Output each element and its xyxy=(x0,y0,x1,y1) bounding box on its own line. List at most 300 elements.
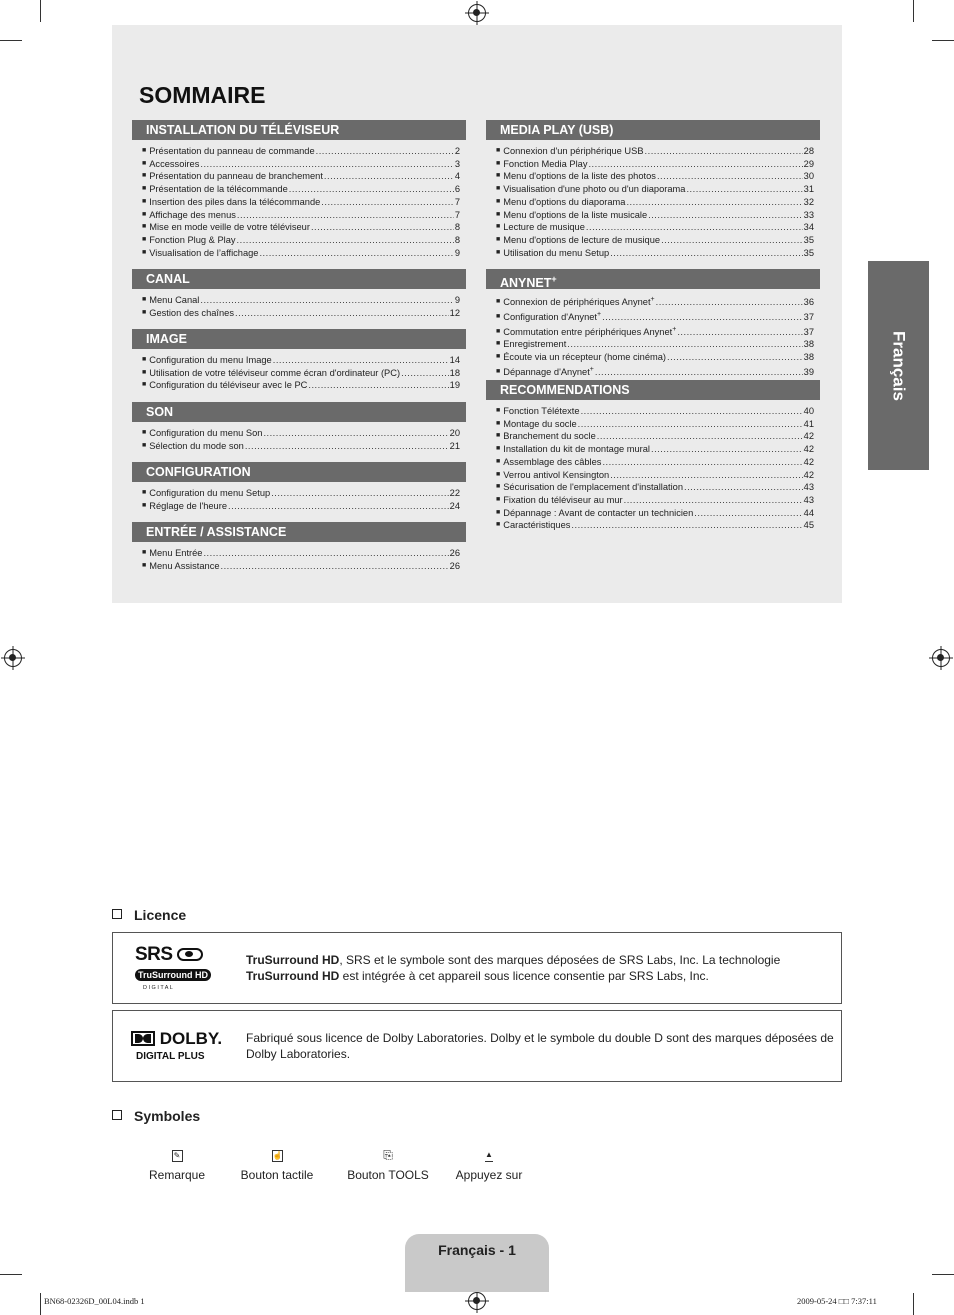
square-bullet-icon: ■ xyxy=(142,159,147,167)
dot-leader xyxy=(259,247,453,260)
toc-entry-label xyxy=(503,364,594,379)
toc-entry-sup: + xyxy=(650,296,655,303)
toc-section-heading-text: RECOMMENDATIONS xyxy=(500,383,630,397)
toc-entry-label xyxy=(149,196,320,209)
toc-entry-label xyxy=(503,519,570,532)
toc-entry-label-text: Utilisation de votre téléviseur comme écran d'ordinateur (PC) xyxy=(149,367,401,378)
dot-leader xyxy=(610,247,802,260)
dot-leader xyxy=(651,443,803,456)
toc-entry-label-text: Menu d'options de la liste des photos xyxy=(503,171,656,182)
toc-entry-label xyxy=(503,507,693,520)
toc-entry-label-text: Présentation de la télécommande xyxy=(149,184,288,195)
toc-entry-label xyxy=(503,145,643,158)
toc-entry-sup: + xyxy=(589,365,594,373)
toc-entry-label xyxy=(149,367,400,380)
square-bullet-icon: ■ xyxy=(496,172,501,180)
square-bullet-icon: ■ xyxy=(142,489,147,496)
dolby-licence-box xyxy=(112,1010,842,1082)
toc-section-heading xyxy=(132,269,466,289)
toc-entry-label-text: Fixation du téléviseur au mur xyxy=(503,494,623,505)
square-bullet-icon: ■ xyxy=(496,235,501,243)
toc-entry xyxy=(496,418,814,431)
symbol-touch-button xyxy=(227,1150,327,1182)
toc-entry-label-text: Réglage de l'heure xyxy=(149,500,227,511)
toc-entry-label-text: Affichage des menus xyxy=(149,209,236,220)
toc-entry-label-text: Caractéristiques xyxy=(503,520,571,531)
dot-leader xyxy=(602,311,803,324)
toc-entry-label-text: Menu d'options de la liste musicale xyxy=(503,209,648,220)
toc-entry-page: 41 xyxy=(803,418,814,429)
toc-entry xyxy=(142,247,460,260)
square-bullet-icon: ■ xyxy=(496,495,501,503)
checkbox-bullet-icon xyxy=(112,909,122,919)
toc-entry-page: 33 xyxy=(803,209,814,220)
toc-entry xyxy=(496,294,814,309)
dot-leader xyxy=(684,481,803,494)
toc-entry-label xyxy=(503,456,601,469)
toc-entry xyxy=(496,494,814,507)
toc-entry-label-text: Dépannage d'Anynet xyxy=(503,366,590,377)
toc-entry xyxy=(142,500,460,513)
square-bullet-icon: ■ xyxy=(142,441,147,449)
page-title: SOMMAIRE xyxy=(139,82,266,108)
toc-entry-label xyxy=(149,560,219,573)
touch-button-icon: ☝ xyxy=(272,1151,283,1160)
toc-entry-label xyxy=(149,307,234,320)
tools-icon: ⎘ xyxy=(383,1148,393,1162)
toc-section-heading-sup: + xyxy=(551,274,557,284)
registration-mark-left xyxy=(4,649,22,667)
dot-leader xyxy=(401,367,449,380)
toc-entry xyxy=(142,560,460,573)
toc-entry-page: 39 xyxy=(803,366,814,377)
dot-leader xyxy=(324,170,454,183)
square-bullet-icon: ■ xyxy=(496,312,501,320)
print-slug-file: BN68-02326D_00L04.indb 1 xyxy=(44,1296,145,1306)
toc-entry-page: 42 xyxy=(803,469,814,480)
toc-entry-label-text: Menu Assistance xyxy=(149,560,220,571)
toc-entry-label-text: Commutation entre périphériques Anynet xyxy=(503,326,673,337)
toc-entry-label-text: Montage du socle xyxy=(503,418,577,429)
dot-leader xyxy=(308,379,448,392)
toc-entry-label xyxy=(503,183,685,196)
toc-entry-label-text: Visualisation de l’affichage xyxy=(149,247,259,258)
toc-entry-label xyxy=(149,354,272,367)
srs-logo-digital: D I G I T A L xyxy=(143,985,173,991)
toc-entry-sup: + xyxy=(597,310,602,318)
toc-entry-label xyxy=(149,221,310,234)
toc-entry-label-text: Configuration d'Anynet xyxy=(503,311,598,322)
toc-entry-page: 44 xyxy=(803,507,814,518)
dolby-licence-text: Fabriqué sous licence de Dolby Laboratories. Dolby et le symbole du double D sont des marques déposées de Dolby Laboratories. xyxy=(246,1031,834,1061)
registration-mark-top xyxy=(468,4,486,22)
square-bullet-icon: ■ xyxy=(142,368,147,376)
dot-leader xyxy=(571,519,802,532)
toc-section xyxy=(486,380,820,532)
toc-entry xyxy=(496,469,814,482)
toc-entry-label xyxy=(149,547,202,560)
toc-entry xyxy=(142,145,460,158)
toc-section-heading xyxy=(486,269,820,289)
dot-leader xyxy=(588,158,802,171)
square-bullet-icon: ■ xyxy=(142,172,147,180)
toc-entry xyxy=(496,309,814,324)
print-slug-date: 2009-05-24 □□ 7:37:11 xyxy=(797,1296,877,1306)
dot-leader xyxy=(645,145,803,158)
toc-entry-label-text: Configuration du téléviseur avec le PC xyxy=(149,380,308,391)
square-bullet-icon: ■ xyxy=(496,367,501,375)
toc-entry-page: 42 xyxy=(803,456,814,467)
square-bullet-icon: ■ xyxy=(496,445,501,453)
symbol-touch-button-label: Bouton tactile xyxy=(240,1168,314,1182)
square-bullet-icon: ■ xyxy=(142,185,147,193)
toc-entry xyxy=(496,338,814,351)
toc-entry-page: 26 xyxy=(449,560,460,571)
toc-entry-page: 4 xyxy=(454,171,460,182)
dot-leader xyxy=(203,547,448,560)
dot-leader xyxy=(321,196,454,209)
toc-entry-label-text: Menu Canal xyxy=(149,295,200,305)
toc-entry-page: 30 xyxy=(803,171,814,182)
toc-entry-label xyxy=(503,221,585,234)
toc-entry-label-text: Installation du kit de montage mural xyxy=(503,444,651,455)
toc-entry-page: 38 xyxy=(803,339,814,350)
toc-entry-page: 36 xyxy=(803,297,814,308)
square-bullet-icon: ■ xyxy=(142,549,147,556)
square-bullet-icon: ■ xyxy=(496,407,501,414)
toc-entry-label-text: Lecture de musique xyxy=(503,222,585,233)
toc-entry-label xyxy=(149,183,288,196)
toc-entry-page: 9 xyxy=(454,295,460,305)
dot-leader xyxy=(657,170,803,183)
toc-section xyxy=(132,120,466,259)
toc-entry-label xyxy=(503,418,576,431)
toc-entry-label xyxy=(503,209,647,222)
square-bullet-icon: ■ xyxy=(142,501,147,509)
language-tab-label: Français xyxy=(889,330,909,401)
toc-section-heading xyxy=(132,402,466,422)
toc-entry-page: 21 xyxy=(449,440,460,451)
toc-entry-label-text: Sélection du mode son xyxy=(149,440,244,451)
toc-entry-label-text: Menu d'options du diaporama xyxy=(503,196,626,207)
dot-leader xyxy=(667,351,803,364)
toc-entry xyxy=(142,487,460,500)
toc-entry-label xyxy=(149,145,314,158)
toc-entry xyxy=(142,354,460,367)
toc-entry xyxy=(496,221,814,234)
square-bullet-icon: ■ xyxy=(496,327,501,335)
square-bullet-icon: ■ xyxy=(142,235,147,243)
srs-bold-1: TruSurround HD xyxy=(246,953,340,967)
toc-entry xyxy=(496,351,814,364)
press-icon: ▲ xyxy=(485,1150,493,1162)
dot-leader xyxy=(273,354,449,367)
dot-leader xyxy=(597,430,803,443)
toc-section xyxy=(132,269,466,319)
toc-entry-page: 34 xyxy=(803,222,814,233)
dot-leader xyxy=(221,560,449,573)
toc-entry xyxy=(496,456,814,469)
toc-entry-label xyxy=(503,170,656,183)
toc-entry xyxy=(142,209,460,222)
dot-leader xyxy=(661,234,803,247)
toc-entry xyxy=(142,234,460,247)
symbol-note-label: Remarque xyxy=(148,1168,206,1182)
dot-leader xyxy=(200,294,453,307)
dolby-logo-text: DOLBY. xyxy=(159,1029,223,1048)
symbol-press-label: Appuyez sur xyxy=(455,1168,523,1182)
symbols-heading xyxy=(112,1108,200,1124)
dot-leader xyxy=(586,221,803,234)
dot-leader xyxy=(271,487,448,500)
toc-entry-page: 19 xyxy=(449,380,460,391)
square-bullet-icon: ■ xyxy=(142,356,147,363)
dot-leader xyxy=(311,221,454,234)
toc-entry-label xyxy=(503,247,609,260)
toc-section-heading xyxy=(132,120,466,140)
toc-entry-label-text: Sécurisation de l'emplacement d'installation xyxy=(503,482,684,493)
toc-entry-label xyxy=(149,209,236,222)
toc-section xyxy=(132,462,466,512)
toc-entry-label xyxy=(503,338,566,351)
toc-entry xyxy=(142,440,460,453)
toc-entry xyxy=(142,158,460,171)
dot-leader xyxy=(686,183,802,196)
square-bullet-icon: ■ xyxy=(496,432,501,440)
toc-entry-page: 43 xyxy=(803,482,814,493)
toc-entry xyxy=(142,379,460,392)
toc-entry-label-text: Fonction Plug & Play xyxy=(149,234,236,245)
toc-entry-label-text: Configuration du menu Setup xyxy=(149,488,271,498)
toc-entry-label-text: Fonction Media Play xyxy=(503,158,588,169)
dolby-logo-digital-plus: DIGITAL PLUS xyxy=(136,1051,205,1062)
toc-entry-page: 45 xyxy=(803,520,814,531)
srs-logo-text: SRS xyxy=(135,944,173,965)
toc-entry-label xyxy=(503,481,683,494)
srs-text-1: , SRS et le symbole sont des marques déposées de SRS Labs, Inc. La technologie xyxy=(339,953,781,967)
symbol-press xyxy=(444,1150,534,1182)
toc-entry-page: 32 xyxy=(803,196,814,207)
srs-symbol-icon xyxy=(177,948,203,961)
toc-entry xyxy=(142,294,460,307)
toc-entry xyxy=(142,307,460,320)
square-bullet-icon: ■ xyxy=(496,223,501,231)
toc-entry-label-text: Utilisation du menu Setup xyxy=(503,247,610,258)
toc-entry xyxy=(142,547,460,560)
toc-entry-label-text: Fonction Télétexte xyxy=(503,406,580,416)
toc-entry-page: 38 xyxy=(803,352,814,363)
symbol-tools-label: Bouton TOOLS xyxy=(347,1168,429,1182)
toc-section-heading xyxy=(132,462,466,482)
srs-text-2: est intégrée à cet appareil sous licence consentie par SRS Labs, Inc. xyxy=(339,968,709,983)
toc-section-heading xyxy=(132,522,466,542)
toc-entry-label xyxy=(149,234,235,247)
toc-entry-label xyxy=(149,427,262,440)
toc-entry-label xyxy=(503,196,625,209)
symbols-heading-text: Symboles xyxy=(134,1108,201,1124)
toc-entry xyxy=(496,247,814,260)
toc-entry-label-text: Configuration du menu Son xyxy=(149,428,263,438)
toc-entry-label xyxy=(503,443,650,456)
dot-leader xyxy=(694,507,802,520)
toc-section xyxy=(486,269,820,379)
toc-entry-label xyxy=(503,469,609,482)
toc-entry xyxy=(496,196,814,209)
dot-leader xyxy=(626,196,802,209)
symbol-note xyxy=(137,1150,217,1182)
toc-section-heading-text: CANAL xyxy=(146,272,190,286)
dot-leader xyxy=(648,209,803,222)
toc-entry-page: 42 xyxy=(803,431,814,442)
toc-entry-page: 35 xyxy=(803,247,814,258)
toc-entry-label xyxy=(149,379,307,392)
dot-leader xyxy=(677,326,802,339)
square-bullet-icon: ■ xyxy=(496,470,501,478)
square-bullet-icon: ■ xyxy=(142,561,147,569)
square-bullet-icon: ■ xyxy=(142,210,147,218)
square-bullet-icon: ■ xyxy=(496,147,501,154)
page-number-tab xyxy=(405,1234,549,1292)
square-bullet-icon: ■ xyxy=(496,298,501,306)
toc-entry-page: 31 xyxy=(803,184,814,195)
toc-entry xyxy=(142,183,460,196)
page-number: Français - 1 xyxy=(438,1242,516,1258)
toc-section-heading xyxy=(486,120,820,140)
toc-section-heading-text: INSTALLATION DU TÉLÉVISEUR xyxy=(146,123,340,137)
toc-entry-page: 7 xyxy=(454,196,460,207)
toc-entry xyxy=(496,430,814,443)
square-bullet-icon: ■ xyxy=(496,210,501,218)
toc-section-heading-text: MEDIA PLAY (USB) xyxy=(500,123,614,137)
toc-section xyxy=(132,522,466,572)
toc-entry-label-text: Gestion des chaînes xyxy=(149,307,234,318)
toc-entry-label-text: Verrou antivol Kensington xyxy=(503,469,610,480)
toc-section-heading-text: IMAGE xyxy=(146,332,187,346)
dot-leader xyxy=(656,296,803,309)
double-d-icon xyxy=(131,1031,155,1046)
square-bullet-icon: ■ xyxy=(496,521,501,529)
dot-leader xyxy=(228,500,449,513)
language-tab xyxy=(868,261,929,470)
dot-leader xyxy=(595,366,803,379)
srs-licence-box xyxy=(112,932,842,1004)
dot-leader xyxy=(602,456,802,469)
toc-entry-page: 26 xyxy=(449,548,460,558)
toc-entry-page: 8 xyxy=(454,234,460,245)
toc-entry-label xyxy=(503,324,676,339)
toc-entry-label-text: Mise en mode veille de votre téléviseur xyxy=(149,222,310,233)
square-bullet-icon: ■ xyxy=(496,248,501,256)
toc-entry-label xyxy=(503,351,666,364)
dot-leader xyxy=(235,307,449,320)
toc-entry-label xyxy=(503,494,622,507)
toc-entry-page: 40 xyxy=(803,406,814,416)
dot-leader xyxy=(316,145,454,158)
toc-entry xyxy=(142,367,460,380)
toc-entry-page: 24 xyxy=(449,500,460,511)
toc-section-heading-text: ENTRÉE / ASSISTANCE xyxy=(146,525,287,539)
square-bullet-icon: ■ xyxy=(496,159,501,167)
toc-entry xyxy=(496,158,814,171)
square-bullet-icon: ■ xyxy=(142,429,147,436)
toc-section xyxy=(486,120,820,259)
toc-entry-label-text: Écoute via un récepteur (home cinéma) xyxy=(503,352,667,363)
dot-leader xyxy=(237,209,454,222)
toc-entry-page: 7 xyxy=(454,209,460,220)
square-bullet-icon: ■ xyxy=(496,419,501,427)
toc-section xyxy=(132,329,466,392)
licence-heading xyxy=(112,907,186,923)
toc-entry-label-text: Branchement du socle xyxy=(503,431,596,442)
toc-entry xyxy=(496,481,814,494)
toc-entry-page: 35 xyxy=(803,234,814,245)
toc-entry-label-text: Connexion d'un périphérique USB xyxy=(503,146,644,156)
toc-entry-label xyxy=(503,294,654,309)
toc-entry-label-text: Accessoires xyxy=(149,158,200,169)
toc-entry xyxy=(142,427,460,440)
toc-entry xyxy=(496,209,814,222)
toc-entry-label xyxy=(149,487,270,500)
toc-entry-page: 18 xyxy=(449,367,460,378)
checkbox-bullet-icon xyxy=(112,1110,122,1120)
toc-entry-page: 20 xyxy=(449,428,460,438)
toc-entry-page: 22 xyxy=(449,488,460,498)
dot-leader xyxy=(237,234,454,247)
toc-entry-label-text: Présentation du panneau de branchement xyxy=(149,171,323,182)
toc-entry-page: 29 xyxy=(803,158,814,169)
srs-bold-2: TruSurround HD xyxy=(246,968,340,983)
toc-entry-label xyxy=(149,440,244,453)
square-bullet-icon: ■ xyxy=(142,296,147,303)
toc-entry-label-text: Dépannage : Avant de contacter un technicien xyxy=(503,507,694,518)
toc-entry-page: 3 xyxy=(454,158,460,169)
toc-entry-label-text: Assemblage des câbles xyxy=(503,456,602,467)
dot-leader xyxy=(289,183,454,196)
toc-entry-page: 9 xyxy=(454,247,460,258)
toc-entry xyxy=(496,364,814,379)
toc-entry-page: 43 xyxy=(803,494,814,505)
square-bullet-icon: ■ xyxy=(496,353,501,361)
toc-section-heading-text: SON xyxy=(146,405,174,419)
square-bullet-icon: ■ xyxy=(142,197,147,205)
toc-entry-page: 2 xyxy=(454,146,460,156)
toc-entry xyxy=(496,234,814,247)
toc-section-heading xyxy=(132,329,466,349)
toc-entry-page: 14 xyxy=(449,355,460,365)
toc-entry-page: 37 xyxy=(803,311,814,322)
toc-entry-label xyxy=(503,234,660,247)
toc-entry-label-text: Présentation du panneau de commande xyxy=(149,146,315,156)
square-bullet-icon: ■ xyxy=(496,457,501,465)
square-bullet-icon: ■ xyxy=(496,483,501,491)
square-bullet-icon: ■ xyxy=(496,508,501,516)
toc-entry xyxy=(142,170,460,183)
toc-entry xyxy=(142,221,460,234)
toc-entry-label xyxy=(503,309,601,324)
toc-section-heading-text: ANYNET xyxy=(500,276,552,291)
toc-entry xyxy=(496,183,814,196)
toc-entry-label-text: Menu Entrée xyxy=(149,548,203,558)
toc-entry-page: 12 xyxy=(449,307,460,318)
dot-leader xyxy=(610,469,802,482)
square-bullet-icon: ■ xyxy=(142,308,147,316)
toc-entry-page: 37 xyxy=(803,326,814,337)
toc-entry xyxy=(496,145,814,158)
note-icon: ✎ xyxy=(172,1150,183,1162)
symbol-tools xyxy=(338,1150,438,1182)
toc-entry-label-text: Insertion des piles dans la télécommande xyxy=(149,196,321,207)
square-bullet-icon: ■ xyxy=(142,248,147,256)
